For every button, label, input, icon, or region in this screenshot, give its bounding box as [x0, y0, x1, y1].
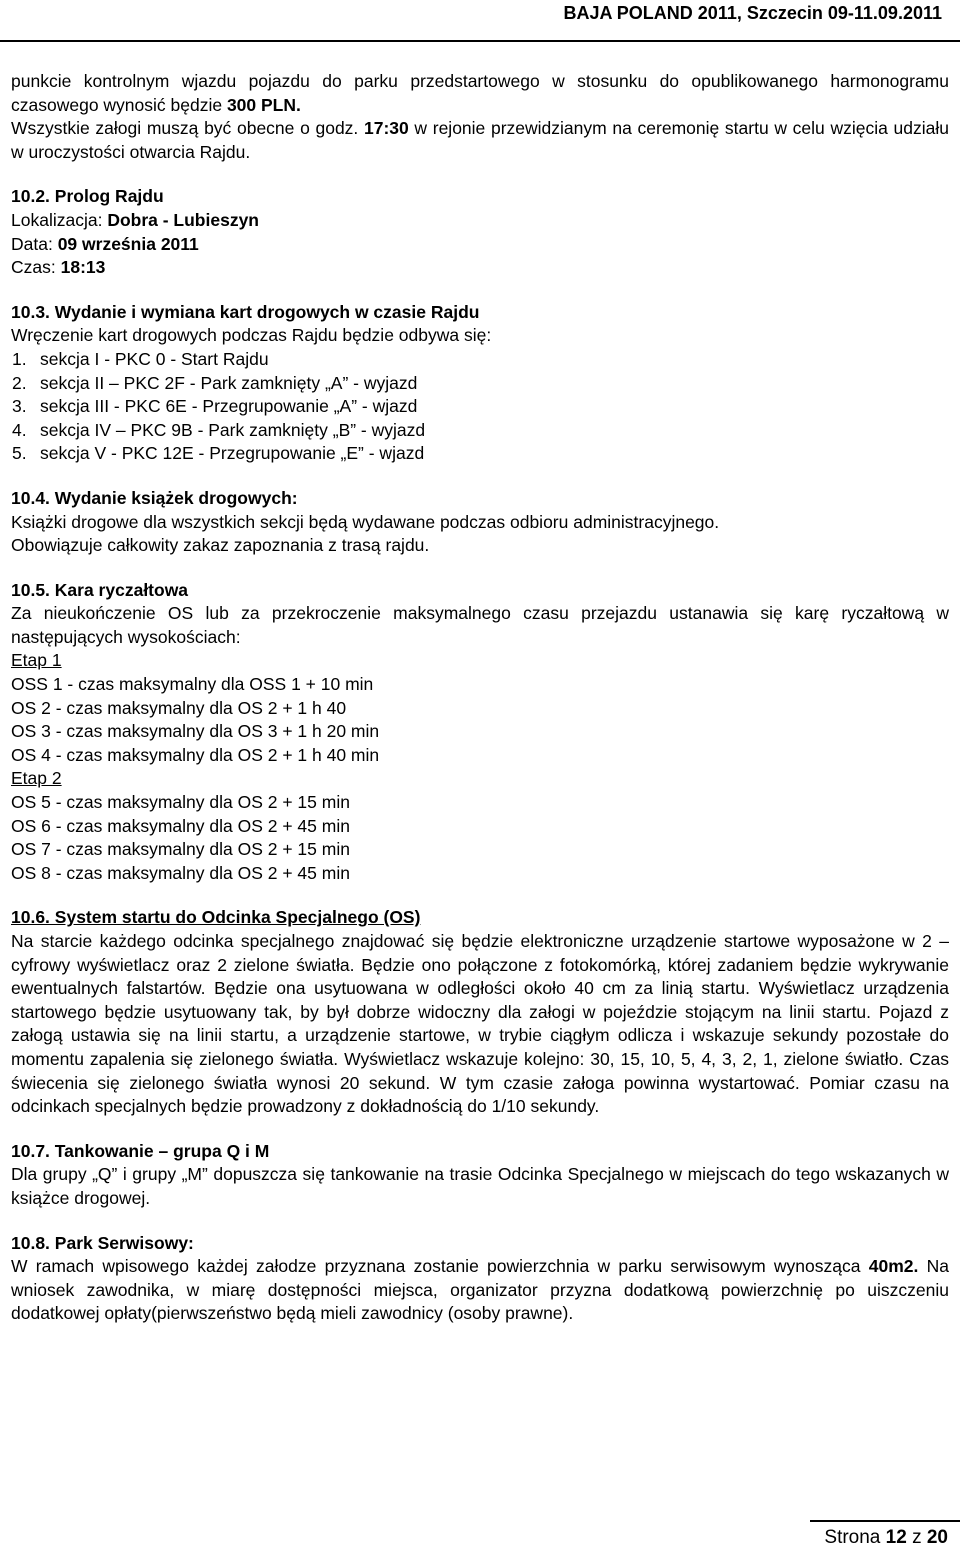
prolog-time [11, 256, 949, 280]
service-area-size: 40m2. [868, 1256, 919, 1277]
intro-text-2a: Wszystkie załogi muszą być obecne o godz. [11, 118, 364, 139]
penalty-line: OSS 1 - czas maksymalny dla OSS 1 + 10 min [11, 674, 374, 695]
intro-text-1: punkcie kontrolnym wjazdu pojazdu do parku przedstartowego w stosunku do opublikowanego harmonogramu czasowego wynosić będzie [11, 71, 949, 115]
list-text: sekcja V - PKC 12E - Przegrupowanie „E” - wjazd [40, 443, 425, 464]
intro-paragraph-2 [11, 117, 949, 164]
section-intro: Wręczenie kart drogowych podczas Rajdu będzie odbywa się: [11, 325, 492, 346]
penalty-line: OS 8 - czas maksymalny dla OS 2 + 45 min [11, 862, 350, 883]
body-text-a: W ramach wpisowego każdej załodze przyznana zostanie powierzchnia w parku serwisowym wynosząca [11, 1256, 869, 1277]
header-title: BAJA POLAND 2011, Szczecin 09-11.09.2011 [563, 3, 942, 23]
list-item [11, 419, 949, 443]
body-text-b: Na wniosek zawodnika, w miarę dostępności miejsca, organizator przyzna dodatkową powierzchnię po uiszczeniu dodatkowej opłaty(pierwszeństwo będą mieli zawodnicy (osoby prawne). [11, 1256, 950, 1324]
section-10-3 [11, 301, 949, 466]
list-number: 2. [12, 372, 27, 393]
section-list [11, 348, 949, 466]
list-number: 1. [12, 348, 27, 369]
section-heading: 10.7. Tankowanie – grupa Q i M [11, 1140, 270, 1161]
list-number: 3. [12, 396, 27, 417]
list-text: sekcja I - PKC 0 - Start Rajdu [40, 348, 269, 369]
section-heading: 10.6. System startu do Odcinka Specjalnego (OS) [11, 907, 421, 928]
footer-rule [810, 1520, 960, 1522]
section-10-2 [11, 185, 949, 279]
section-10-5 [11, 579, 949, 886]
penalty-line: OS 4 - czas maksymalny dla OS 2 + 1 h 40 min [11, 744, 380, 765]
list-text: sekcja IV – PKC 9B - Park zamknięty „B” - wyjazd [40, 419, 426, 440]
page-word: Strona [824, 1527, 886, 1548]
page-current: 12 [885, 1527, 907, 1548]
section-heading: 10.2. Prolog Rajdu [11, 186, 164, 207]
section-line: Książki drogowe dla wszystkich sekcji będą wydawane podczas odbioru administracyjnego. [11, 511, 720, 532]
penalty-line: OS 7 - czas maksymalny dla OS 2 + 15 min [11, 839, 350, 860]
penalty-line: OS 5 - czas maksymalny dla OS 2 + 15 min [11, 792, 350, 813]
section-heading: 10.3. Wydanie i wymiana kart drogowych w czasie Rajdu [11, 301, 480, 322]
section-intro: Za nieukończenie OS lub za przekroczenie maksymalnego czasu przejazdu ustanawia się karę ryczałtową w następujących wysokościach: [11, 603, 949, 647]
section-body: Dla grupy „Q” i grupy „M” dopuszcza się tankowanie na trasie Odcinka Specjalnego w miejscach do tego wskazanych w książce drogowej. [11, 1164, 949, 1208]
time-value: 18:13 [60, 257, 106, 278]
stage-2-label: Etap 2 [11, 768, 62, 789]
list-text: sekcja II – PKC 2F - Park zamknięty „A” - wyjazd [40, 372, 418, 393]
section-heading: 10.8. Park Serwisowy: [11, 1232, 194, 1253]
list-number: 4. [12, 419, 27, 440]
list-item [11, 442, 949, 466]
list-item [11, 372, 949, 396]
page-header [0, 0, 960, 44]
penalty-line: OS 6 - czas maksymalny dla OS 2 + 45 min [11, 815, 350, 836]
list-number: 5. [12, 443, 27, 464]
time-label: Czas: [11, 257, 61, 278]
section-body: Na starcie każdego odcinka specjalnego znajdować się będzie elektroniczne urządzenie startowe wyposażone w 2 – cyfrowy wyświetlacz oraz 2 zielone światła. Będzie ono połączone z fotokomórką, której zadaniem będzie wykrywanie ewentualnych falstartów. Będzie ona usytuowana w odległości około 40 cm za linią startu. Wyświetlacz urządzenia startowego będzie usytuowany tak, by był dobrze widoczny dla załogi w pojeździe stojącym na linii startu. Pojazd z załogą ustawia się na linii startu, a urządzenie startowe, w trybie ciągłym odlicza i wskazuje sekundy pozostałe do momentu zapalenia się zielonego światła. Wyświetlacz wskazuje kolejno: 30, 15, 10, 5, 4, 3, 2, 1, zielone światło. Czas świecenia się zielonego światła wynosi 20 sekund. W tym czasie załoga powinna wystartować. Pomiar czasu na odcinkach specjalnych będzie prowadzony z dokładnością do 1/10 sekundy. [11, 931, 949, 1117]
page-total: 20 [926, 1527, 948, 1548]
stage-1-label: Etap 1 [11, 650, 62, 671]
location-value: Dobra - Lubieszyn [107, 209, 259, 230]
penalty-line: OS 3 - czas maksymalny dla OS 3 + 1 h 20 min [11, 721, 380, 742]
ceremony-time: 17:30 [363, 118, 409, 139]
section-10-7 [11, 1140, 949, 1211]
fee-amount: 300 PLN. [226, 94, 301, 115]
section-10-4 [11, 487, 949, 558]
list-item [11, 395, 949, 419]
location-label: Lokalizacja: [11, 209, 108, 230]
date-value: 09 września 2011 [57, 233, 199, 254]
list-text: sekcja III - PKC 6E - Przegrupowanie „A” - wjazd [40, 396, 418, 417]
of-word: z [906, 1527, 927, 1548]
list-item [11, 348, 949, 372]
page-number [824, 1527, 948, 1549]
section-body [11, 1255, 949, 1326]
section-10-8 [11, 1232, 949, 1326]
section-heading: 10.5. Kara ryczałtowa [11, 579, 189, 600]
intro-text-2b: w rejonie przewidzianym na ceremonię startu w celu wzięcia udziału w uroczystości otwarcia Rajdu. [11, 118, 949, 162]
date-label: Data: [11, 233, 58, 254]
section-line: Obowiązuje całkowity zakaz zapoznania z trasą rajdu. [11, 535, 430, 556]
prolog-date [11, 233, 949, 257]
prolog-location [11, 209, 949, 233]
intro-paragraph-1 [11, 70, 949, 117]
penalty-line: OS 2 - czas maksymalny dla OS 2 + 1 h 40 [11, 697, 347, 718]
header-rule [0, 40, 960, 42]
section-heading: 10.4. Wydanie książek drogowych: [11, 487, 298, 508]
section-10-6 [11, 906, 949, 1118]
document-body [11, 70, 949, 1326]
